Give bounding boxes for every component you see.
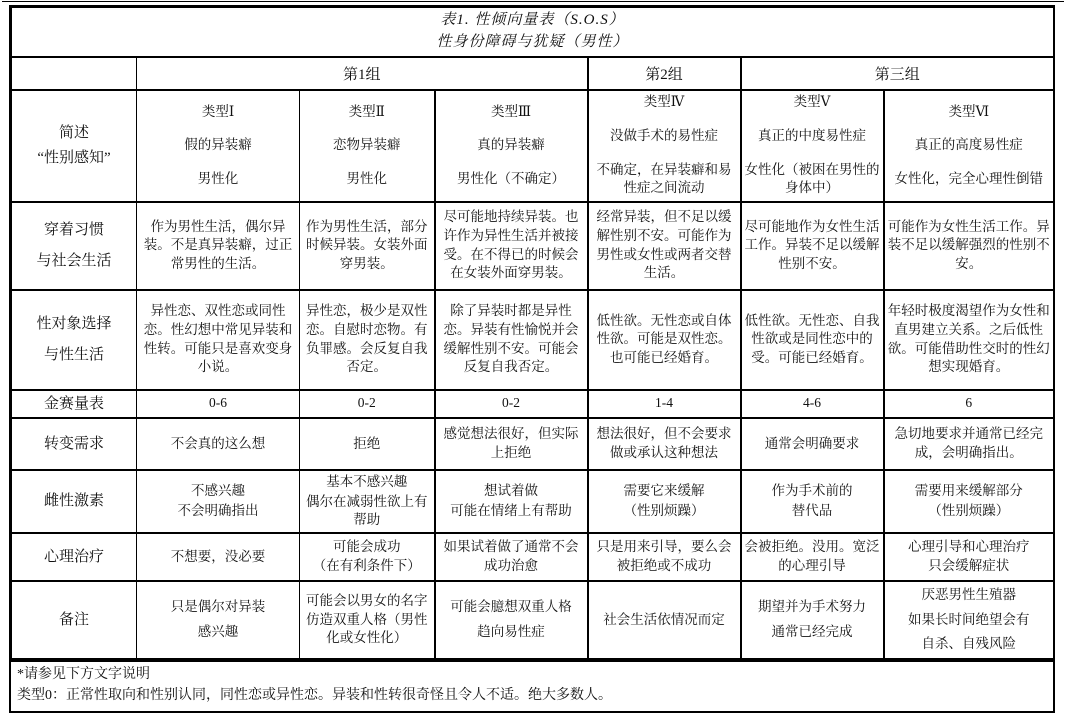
row-header-line: 转变需求 (43, 435, 104, 452)
group-header-row (12, 57, 1054, 90)
cell-partner-type-6 (884, 290, 1054, 390)
cell-line: 可能会臆想双重人格 (450, 599, 572, 615)
cell-brief-type-5 (741, 90, 884, 202)
cell-line: 女性化，完全心理性倒错 (894, 170, 1044, 186)
cell-line: 偶尔在减弱性欲上有帮助 (306, 493, 428, 528)
cell-line: 需要它来缓解 (623, 483, 705, 499)
cell-line: 除了异装时都是异性恋。异装有性愉悦并会缓解性别不安。可能会反复自我否定。 (443, 303, 579, 375)
cell-line: 急切地要求并通常已经完成，会明确指出。 (894, 426, 1044, 460)
cell-line: 类型Ⅲ (490, 103, 532, 119)
cell-line: 基本不感兴趣 (326, 474, 408, 489)
table-row-brief (12, 90, 1054, 202)
group-header-2: 第2组 (588, 57, 741, 90)
cell-partner-type-1 (137, 290, 300, 390)
cell-kinsey-type-3 (435, 390, 588, 419)
cell-line: 0-6 (209, 395, 227, 411)
cell-line: 类型Ⅱ (348, 103, 385, 119)
cell-line: 不想要，没必要 (170, 548, 266, 564)
row-header-line: 简述 (58, 124, 89, 141)
cell-estrogen-type-5 (741, 470, 884, 533)
row-header-kinsey (12, 390, 137, 419)
cell-line: 恋物异装癖 (333, 137, 401, 153)
cell-line: 只会缓解症状 (928, 558, 1010, 574)
cell-dressing-type-2 (300, 202, 435, 290)
cell-line: 0-2 (502, 395, 520, 411)
cell-line: 真正的高度易性症 (914, 137, 1023, 153)
cell-brief-type-6 (884, 90, 1054, 202)
cell-line: 类型Ⅴ (793, 94, 831, 110)
table-row-dressing (12, 202, 1054, 290)
cell-partner-type-5 (741, 290, 884, 390)
cell-line: 男性化 (197, 170, 239, 186)
row-header-line: 性对象选择 (36, 315, 112, 332)
group-header-1: 第1组 (137, 57, 588, 90)
cell-line: 作为男性生活，偶尔异装。不是真异装癖，过正常男性的生活。 (143, 218, 293, 271)
cell-line: 不会真的这么想 (170, 435, 266, 451)
cell-dressing-type-6 (884, 202, 1054, 290)
cell-line: 尽可能地作为女性生活工作。异装不足以缓解性别不安。 (744, 218, 880, 271)
cell-brief-type-1 (137, 90, 300, 202)
cell-line: 拒绝 (353, 435, 381, 451)
cell-remarks-type-4 (588, 581, 741, 659)
row-header-line: 金赛量表 (43, 395, 104, 412)
cell-line: 假的异装癖 (184, 137, 252, 153)
row-header-brief (12, 90, 137, 202)
row-header-dressing (12, 202, 137, 290)
cell-estrogen-type-2 (300, 470, 435, 533)
cell-psychotherapy-type-6 (884, 533, 1054, 581)
row-header-conversion (12, 418, 137, 470)
cell-partner-type-4 (588, 290, 741, 390)
cell-line: 尽可能地持续异装。也许作为异性生活并被接受。在不得已的时候会在女装外面穿男装。 (443, 209, 579, 281)
cell-remarks-type-3 (435, 581, 588, 659)
row-header-estrogen (12, 470, 137, 533)
table-row-partner (12, 290, 1054, 390)
cell-line: 低性欲。无性恋、自我性欲或是同性恋中的受。可能已经婚育。 (744, 312, 880, 365)
cell-line: 不确定，在异装癖和易性症之间流动 (596, 161, 732, 196)
cell-conversion-type-2 (300, 418, 435, 470)
table-body (12, 90, 1054, 659)
cell-line: 没做手术的易性症 (610, 127, 718, 143)
group-header-3: 第三组 (741, 57, 1054, 90)
cell-line: 类型Ⅳ (643, 94, 685, 110)
cell-dressing-type-3 (435, 202, 588, 290)
cell-dressing-type-4 (588, 202, 741, 290)
cell-kinsey-type-2 (300, 390, 435, 419)
scan-edge-line (2, 1, 1064, 2)
cell-remarks-type-2 (300, 581, 435, 659)
cell-line: 类型Ⅵ (948, 103, 990, 119)
footnote-block (11, 660, 1053, 711)
cell-estrogen-type-4 (588, 470, 741, 533)
cell-line: 可能会以男女的名字仿造双重人格（男性化或女性化） (306, 592, 428, 646)
cell-line: 只是用来引导，要么会被拒绝或不成功 (596, 539, 732, 573)
cell-brief-type-4 (588, 90, 741, 202)
cell-psychotherapy-type-4 (588, 533, 741, 581)
cell-psychotherapy-type-2 (300, 533, 435, 581)
cell-line: 需要用来缓解部分 (914, 483, 1023, 499)
row-header-psychotherapy (12, 533, 137, 581)
cell-line: 会被拒绝。没用。宽泛的心理引导 (744, 539, 880, 573)
cell-line: （性别烦躁） (928, 502, 1010, 518)
cell-line: 类型Ⅰ (201, 103, 235, 119)
cell-brief-type-2 (300, 90, 435, 202)
cell-line: 如果长时间绝望会有 (908, 611, 1030, 627)
cell-line: 想试着做 (484, 483, 538, 499)
cell-line: 不感兴趣 (191, 483, 245, 499)
cell-line: 趋向易性症 (477, 623, 545, 639)
document-frame (9, 5, 1055, 713)
cell-psychotherapy-type-3 (435, 533, 588, 581)
cell-line: 不会明确指出 (177, 502, 259, 518)
cell-line: 真的异装癖 (477, 137, 545, 153)
cell-line: 只是偶尔对异装 (170, 599, 266, 615)
cell-line: （在有利条件下） (312, 558, 421, 574)
cell-line: 异性恋、双性恋或同性恋。性幻想中常见异装和性转。可能只是喜欢变身小说。 (143, 303, 293, 375)
cell-line: 可能会成功 (333, 538, 401, 554)
cell-conversion-type-6 (884, 418, 1054, 470)
cell-line: 自杀、自残风险 (921, 636, 1017, 652)
cell-line: 男性化 (346, 170, 387, 186)
cell-kinsey-type-5 (741, 390, 884, 419)
cell-line: 如果试着做了通常不会成功治愈 (443, 539, 579, 573)
cell-line: 厌恶男性生殖器 (921, 586, 1017, 602)
cell-line: 女性化（被困在男性的身体中） (744, 161, 880, 196)
cell-line: 想法很好，但不会要求做或承认这种想法 (596, 426, 732, 460)
cell-line: 年轻时极度渴望作为女性和直男建立关系。之后低性欲。可能借助性交时的性幻想实现婚育。 (887, 303, 1050, 375)
cell-kinsey-type-1 (137, 390, 300, 419)
cell-line: 心理引导和心理治疗 (908, 538, 1030, 554)
table-title (12, 8, 1054, 57)
cell-line: 通常已经完成 (771, 623, 853, 639)
cell-conversion-type-5 (741, 418, 884, 470)
table-title-row (12, 8, 1054, 57)
table-row-kinsey (12, 390, 1054, 419)
table-title-line1: 表1. 性倾向量表（S.O.S） (440, 12, 625, 28)
cell-line: 0-2 (357, 395, 376, 411)
cell-psychotherapy-type-1 (137, 533, 300, 581)
cell-psychotherapy-type-5 (741, 533, 884, 581)
cell-line: 作为手术前的 (771, 483, 853, 499)
row-header-line: 心理治疗 (43, 548, 104, 565)
footnote-marker-line: *请参见下方文字说明 (17, 666, 150, 682)
cell-line: 作为男性生活，部分时候异装。女装外面穿男装。 (306, 218, 428, 271)
cell-remarks-type-1 (137, 581, 300, 659)
row-header-line: “性别感知” (37, 150, 111, 166)
cell-estrogen-type-6 (884, 470, 1054, 533)
cell-conversion-type-3 (435, 418, 588, 470)
cell-line: 通常会明确要求 (764, 435, 860, 451)
cell-dressing-type-1 (137, 202, 300, 290)
cell-partner-type-3 (435, 290, 588, 390)
cell-line: 感兴趣 (197, 623, 239, 639)
footnote-type0-line: 类型0：正常性取向和性别认同，同性恋或异性恋。异装和性转很奇怪且令人不适。绝大多数人。 (17, 687, 612, 703)
cell-estrogen-type-1 (137, 470, 300, 533)
row-header-remarks (12, 581, 137, 659)
cell-line: 社会生活依情况而定 (603, 611, 725, 627)
cell-line: 可能在情绪上有帮助 (450, 502, 572, 518)
cell-line: 感觉想法很好，但实际上拒绝 (443, 426, 579, 460)
cell-line: 替代品 (791, 502, 833, 518)
corner-cell (12, 57, 137, 90)
cell-line: 可能作为女性生活工作。异装不足以缓解强烈的性别不安。 (887, 218, 1050, 271)
cell-line: 6 (965, 395, 973, 411)
cell-line: 期望并为手术努力 (758, 599, 866, 615)
cell-line: 男性化（不确定） (457, 170, 565, 186)
row-header-line: 雌性激素 (43, 493, 104, 510)
table-row-estrogen (12, 470, 1054, 533)
cell-brief-type-3 (435, 90, 588, 202)
cell-line: 真正的中度易性症 (758, 127, 866, 143)
cell-line: 低性欲。无性恋或自体性欲。可能是双性恋。也可能已经婚育。 (596, 312, 732, 365)
cell-remarks-type-6 (884, 581, 1054, 659)
row-header-partner (12, 290, 137, 390)
table-title-line2: 性身份障碍与犹疑（男性） (436, 33, 629, 50)
cell-line: 经常异装，但不足以缓解性别不安。可能作为男性或女性或两者交替生活。 (596, 209, 732, 281)
cell-line: 1-4 (655, 395, 673, 411)
cell-kinsey-type-6 (884, 390, 1054, 419)
row-header-line: 备注 (58, 611, 89, 628)
table-row-remarks (12, 581, 1054, 659)
cell-estrogen-type-3 (435, 470, 588, 533)
row-header-line: 与社会生活 (36, 253, 112, 269)
cell-line: 4-6 (803, 395, 821, 411)
sos-table (11, 7, 1054, 660)
table-row-conversion (12, 418, 1054, 470)
table-row-psychotherapy (12, 533, 1054, 581)
row-header-line: 与性生活 (43, 347, 104, 363)
cell-remarks-type-5 (741, 581, 884, 659)
cell-partner-type-2 (300, 290, 435, 390)
cell-conversion-type-1 (137, 418, 300, 470)
row-header-line: 穿着习惯 (43, 221, 104, 238)
cell-line: （性别烦躁） (623, 502, 705, 518)
cell-dressing-type-5 (741, 202, 884, 290)
cell-line: 异性恋，极少是双性恋。自慰时恋物。有负罪感。会反复自我否定。 (306, 303, 428, 375)
cell-kinsey-type-4 (588, 390, 741, 419)
cell-conversion-type-4 (588, 418, 741, 470)
